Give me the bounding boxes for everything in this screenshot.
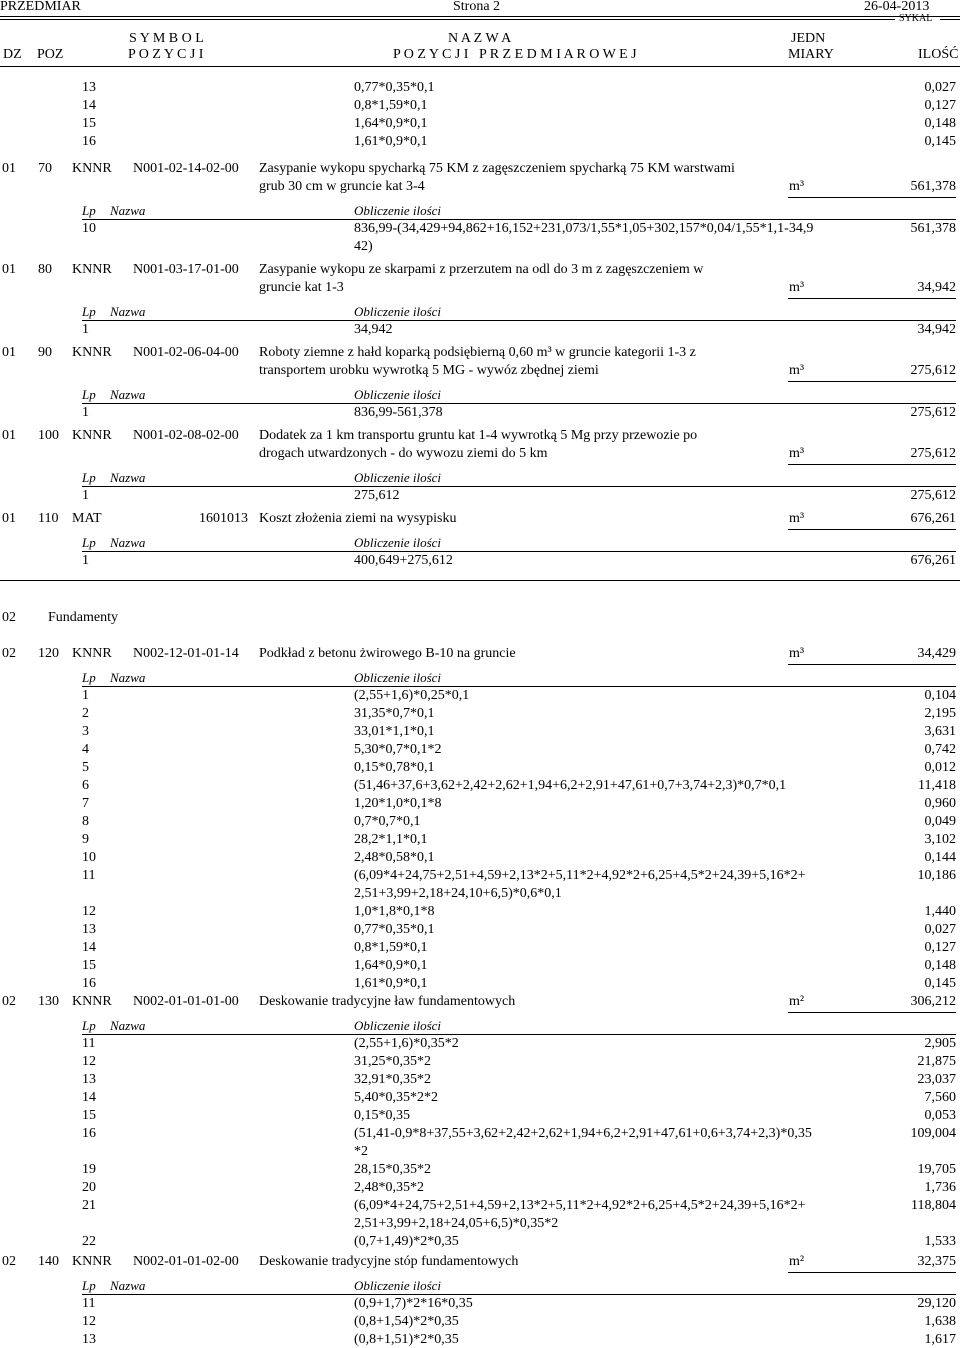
row-value: 0,742 (924, 742, 956, 757)
row-lp: 9 (82, 832, 89, 847)
position-qty-rule (788, 1012, 956, 1013)
sub-label-oblicz: Obliczenie ilości (354, 387, 442, 402)
row-lp: 4 (82, 742, 89, 757)
row-formula: (0,8+1,54)*2*0,35 (354, 1314, 459, 1329)
row-value: 21,875 (917, 1054, 956, 1069)
col-nazwa-line2: P O Z Y C J I P R Z E D M I A R O W E J (393, 47, 637, 62)
row-value: 275,612 (910, 488, 956, 503)
row-lp: 16 (82, 134, 96, 149)
position-quantity: 676,261 (910, 511, 956, 526)
sub-label-nazwa: Nazwa (110, 203, 146, 218)
row-lp: 6 (82, 778, 89, 793)
row-value: 676,261 (910, 553, 956, 568)
row-value: 0,145 (924, 134, 956, 149)
row-lp: 11 (82, 1296, 96, 1311)
row-lp: 13 (82, 1072, 96, 1087)
row-formula: 0,15*0,35 (354, 1108, 410, 1123)
position-unit: m³ (789, 511, 805, 526)
row-formula: (2,55+1,6)*0,35*2 (354, 1036, 459, 1051)
sub-label-lp: Lp (82, 1278, 96, 1293)
row-value: 34,942 (917, 322, 956, 337)
row-formula: 1,20*1,0*0,1*8 (354, 796, 442, 811)
row-formula: 5,30*0,7*0,1*2 (354, 742, 442, 757)
position-quantity: 34,429 (917, 646, 956, 661)
row-lp: 10 (82, 850, 96, 865)
row-lp: 19 (82, 1162, 96, 1177)
row-formula: (0,7+1,49)*2*0,35 (354, 1234, 459, 1249)
row-value: 561,378 (910, 221, 956, 236)
sub-label-oblicz: Obliczenie ilości (354, 670, 442, 685)
position-description: Roboty ziemne z hałd koparką podsiębierną 0,60 m³ w gruncie kategorii 1-3 z (259, 345, 696, 360)
sub-label-nazwa: Nazwa (110, 304, 146, 319)
position-source: KNNR (72, 262, 112, 277)
col-symbol-line1: S Y M B O L (129, 31, 204, 46)
row-value: 11,418 (918, 778, 956, 793)
position-description: Deskowanie tradycyjne ław fundamentowych (259, 994, 516, 1009)
row-lp: 7 (82, 796, 89, 811)
sub-label-rule (82, 320, 956, 321)
row-formula: (51,46+37,6+3,62+2,42+2,62+1,94+6,2+2,91+47,61+0,7+3,74+2,3)*0,7*0,1 (354, 778, 787, 793)
position-code: N001-02-14-02-00 (133, 161, 239, 176)
header-rule (0, 16, 960, 17)
row-lp: 15 (82, 1108, 96, 1123)
row-value: 0,145 (924, 976, 956, 991)
position-qty-rule (788, 298, 956, 299)
row-lp: 13 (82, 80, 96, 95)
row-lp: 15 (82, 958, 96, 973)
row-value: 118,804 (911, 1198, 956, 1213)
col-poz: POZ (37, 47, 64, 62)
col-jedn-line2: MIARY (788, 47, 834, 62)
row-value: 0,049 (924, 814, 956, 829)
position-dz: 01 (2, 161, 16, 176)
sub-label-nazwa: Nazwa (110, 1278, 146, 1293)
sub-label-lp: Lp (82, 470, 96, 485)
position-description: Zasypanie wykopu spycharką 75 KM z zagęszczeniem spycharką 75 KM warstwami (259, 161, 735, 176)
row-formula: 2,48*0,35*2 (354, 1180, 424, 1195)
row-lp: 14 (82, 98, 96, 113)
row-lp: 20 (82, 1180, 96, 1195)
sub-label-nazwa: Nazwa (110, 535, 146, 550)
row-value: 1,533 (924, 1234, 956, 1249)
row-formula: 31,25*0,35*2 (354, 1054, 431, 1069)
row-formula: 0,15*0,78*0,1 (354, 760, 435, 775)
sub-label-lp: Lp (82, 203, 96, 218)
position-poz: 140 (38, 1254, 59, 1269)
section-name: Fundamenty (48, 610, 118, 625)
position-quantity: 34,942 (917, 280, 956, 295)
row-value: 1,617 (924, 1332, 956, 1347)
row-formula: (0,9+1,7)*2*16*0,35 (354, 1296, 473, 1311)
row-formula: (6,09*4+24,75+2,51+4,59+2,13*2+5,11*2+4,92*2+6,25+4,5*2+24,39+5,16*2+ (354, 1198, 806, 1213)
row-value: 1,638 (924, 1314, 956, 1329)
row-value: 0,127 (924, 98, 956, 113)
row-value: 7,560 (924, 1090, 956, 1105)
row-formula: (51,41-0,9*8+37,55+3,62+2,42+2,62+1,94+6,2+2,91+47,61+0,6+3,74+2,3)*0,35 (354, 1126, 812, 1141)
sub-label-nazwa: Nazwa (110, 1018, 146, 1033)
row-formula: (0,8+1,51)*2*0,35 (354, 1332, 459, 1347)
row-formula: 1,0*1,8*0,1*8 (354, 904, 435, 919)
position-poz: 80 (38, 262, 52, 277)
row-value: 29,120 (917, 1296, 956, 1311)
row-formula: 32,91*0,35*2 (354, 1072, 431, 1087)
position-description: Koszt złożenia ziemi na wysypisku (259, 511, 457, 526)
position-quantity: 275,612 (910, 363, 956, 378)
row-value: 2,905 (924, 1036, 956, 1051)
row-formula: 5,40*0,35*2*2 (354, 1090, 438, 1105)
header-rule-tail (940, 19, 960, 20)
row-formula: 0,77*0,35*0,1 (354, 80, 435, 95)
row-value: 0,127 (924, 940, 956, 955)
row-formula: 1,64*0,9*0,1 (354, 116, 428, 131)
sub-label-lp: Lp (82, 535, 96, 550)
position-qty-rule (788, 664, 956, 665)
position-source: KNNR (72, 345, 112, 360)
row-formula: *2 (354, 1144, 368, 1159)
row-value: 2,195 (924, 706, 956, 721)
row-formula: 0,8*1,59*0,1 (354, 98, 428, 113)
position-code: N002-01-01-02-00 (133, 1254, 239, 1269)
sub-label-rule (82, 486, 956, 487)
position-qty-rule (788, 529, 956, 530)
position-code: N002-01-01-01-00 (133, 994, 239, 1009)
document-date: 26-04-2013 (864, 0, 930, 14)
row-value: 0,148 (924, 116, 956, 131)
row-lp: 8 (82, 814, 89, 829)
position-description: Zasypanie wykopu ze skarpami z przerzutem na odl do 3 m z zagęszczeniem w (259, 262, 704, 277)
position-description: Dodatek za 1 km transportu gruntu kat 1-4 wywrotką 5 Mg przy przewozie po (259, 428, 698, 443)
position-description: grub 30 cm w gruncie kat 3-4 (259, 179, 425, 194)
position-unit: m² (789, 994, 805, 1009)
sub-label-lp: Lp (82, 304, 96, 319)
row-formula: 1,64*0,9*0,1 (354, 958, 428, 973)
row-formula: 2,51+3,99+2,18+24,05+6,5)*0,35*2 (354, 1216, 559, 1231)
row-lp: 1 (82, 322, 89, 337)
position-poz: 120 (38, 646, 59, 661)
header-rule-double (0, 19, 895, 20)
row-lp: 13 (82, 1332, 96, 1347)
row-lp: 12 (82, 1314, 96, 1329)
row-formula: 0,8*1,59*0,1 (354, 940, 428, 955)
row-value: 0,960 (924, 796, 956, 811)
position-code: N002-12-01-01-14 (133, 646, 239, 661)
position-code: N001-02-06-04-00 (133, 345, 239, 360)
row-formula: 836,99-(34,429+94,862+16,152+231,073/1,55*1,05+302,157*0,04/1,55*1,1-34,9 (354, 221, 814, 236)
row-lp: 1 (82, 405, 89, 420)
row-lp: 2 (82, 706, 89, 721)
col-ilosc: ILOŚĆ (918, 47, 959, 62)
section-dz: 02 (2, 610, 16, 625)
row-formula: 275,612 (354, 488, 400, 503)
row-formula: 0,77*0,35*0,1 (354, 922, 435, 937)
section-divider (0, 580, 960, 581)
position-source: KNNR (72, 994, 112, 1009)
position-unit: m³ (789, 446, 805, 461)
position-code: 1601013 (199, 511, 248, 526)
row-value: 0,104 (924, 688, 956, 703)
position-unit: m² (789, 1254, 805, 1269)
position-poz: 130 (38, 994, 59, 1009)
row-lp: 14 (82, 1090, 96, 1105)
row-formula: 1,61*0,9*0,1 (354, 134, 428, 149)
sub-label-oblicz: Obliczenie ilości (354, 203, 442, 218)
position-qty-rule (788, 464, 956, 465)
sub-label-nazwa: Nazwa (110, 470, 146, 485)
position-poz: 70 (38, 161, 52, 176)
position-unit: m³ (789, 179, 805, 194)
row-lp: 11 (82, 868, 96, 883)
row-value: 109,004 (910, 1126, 956, 1141)
row-lp: 12 (82, 1054, 96, 1069)
row-formula: 836,99-561,378 (354, 405, 443, 420)
position-poz: 100 (38, 428, 59, 443)
sub-label-nazwa: Nazwa (110, 387, 146, 402)
row-value: 19,705 (917, 1162, 956, 1177)
row-lp: 16 (82, 976, 96, 991)
position-dz: 01 (2, 511, 16, 526)
sub-label-oblicz: Obliczenie ilości (354, 1278, 442, 1293)
position-description: gruncie kat 1-3 (259, 280, 344, 295)
row-lp: 12 (82, 904, 96, 919)
position-dz: 01 (2, 345, 16, 360)
position-description: transportem urobku wywrotką 5 MG - wywóz zbędnej ziemi (259, 363, 599, 378)
row-formula: 33,01*1,1*0,1 (354, 724, 435, 739)
row-value: 1,736 (924, 1180, 956, 1195)
sub-label-oblicz: Obliczenie ilości (354, 535, 442, 550)
row-value: 0,027 (924, 922, 956, 937)
position-qty-rule (788, 1272, 956, 1273)
col-jedn-line1: JEDN (791, 31, 826, 46)
row-formula: 2,51+3,99+2,18+24,10+6,5)*0,6*0,1 (354, 886, 562, 901)
col-nazwa-line1: N A Z W A (448, 31, 512, 46)
row-lp: 22 (82, 1234, 96, 1249)
position-code: N001-03-17-01-00 (133, 262, 239, 277)
row-value: 0,012 (924, 760, 956, 775)
row-value: 3,102 (924, 832, 956, 847)
columns-rule (0, 66, 960, 67)
document-title: PRZEDMIAR (0, 0, 81, 14)
position-quantity: 275,612 (910, 446, 956, 461)
col-dz: DZ (3, 47, 22, 62)
position-dz: 01 (2, 262, 16, 277)
row-formula: (6,09*4+24,75+2,51+4,59+2,13*2+5,11*2+4,92*2+6,25+4,5*2+24,39+5,16*2+ (354, 868, 806, 883)
row-value: 10,186 (917, 868, 956, 883)
position-description: Deskowanie tradycyjne stóp fundamentowych (259, 1254, 519, 1269)
row-formula: 0,7*0,7*0,1 (354, 814, 421, 829)
row-formula: 42) (354, 239, 373, 254)
row-lp: 1 (82, 688, 89, 703)
position-quantity: 32,375 (917, 1254, 956, 1269)
position-unit: m³ (789, 280, 805, 295)
position-qty-rule (788, 197, 956, 198)
row-lp: 21 (82, 1198, 96, 1213)
position-source: KNNR (72, 1254, 112, 1269)
row-formula: (2,55+1,6)*0,25*0,1 (354, 688, 470, 703)
row-lp: 3 (82, 724, 89, 739)
row-lp: 13 (82, 922, 96, 937)
position-qty-rule (788, 381, 956, 382)
sub-label-rule (82, 551, 956, 552)
position-dz: 02 (2, 1254, 16, 1269)
position-dz: 01 (2, 428, 16, 443)
row-value: 0,148 (924, 958, 956, 973)
col-symbol-line2: P O Z Y C J I (128, 47, 204, 62)
row-value: 0,027 (924, 80, 956, 95)
page-number: Strona 2 (453, 0, 501, 14)
position-source: MAT (72, 511, 102, 526)
sub-label-rule (82, 686, 956, 687)
position-poz: 90 (38, 345, 52, 360)
row-formula: 28,2*1,1*0,1 (354, 832, 428, 847)
row-value: 3,631 (924, 724, 956, 739)
sub-label-rule (82, 1034, 956, 1035)
row-value: 1,440 (924, 904, 956, 919)
row-formula: 28,15*0,35*2 (354, 1162, 431, 1177)
program-name: SYKAL (899, 13, 933, 24)
row-lp: 14 (82, 940, 96, 955)
row-formula: 31,35*0,7*0,1 (354, 706, 435, 721)
row-lp: 10 (82, 221, 96, 236)
position-dz: 02 (2, 646, 16, 661)
row-lp: 5 (82, 760, 89, 775)
sub-label-rule (82, 403, 956, 404)
sub-label-oblicz: Obliczenie ilości (354, 304, 442, 319)
position-description: drogach utwardzonych - do wywozu ziemi do 5 km (259, 446, 548, 461)
row-formula: 1,61*0,9*0,1 (354, 976, 428, 991)
position-source: KNNR (72, 428, 112, 443)
position-code: N001-02-08-02-00 (133, 428, 239, 443)
row-lp: 1 (82, 488, 89, 503)
row-formula: 34,942 (354, 322, 393, 337)
sub-label-lp: Lp (82, 1018, 96, 1033)
sub-label-oblicz: Obliczenie ilości (354, 470, 442, 485)
row-value: 275,612 (910, 405, 956, 420)
sub-label-lp: Lp (82, 670, 96, 685)
position-description: Podkład z betonu żwirowego B-10 na gruncie (259, 646, 516, 661)
position-unit: m³ (789, 646, 805, 661)
row-value: 23,037 (917, 1072, 956, 1087)
row-lp: 16 (82, 1126, 96, 1141)
sub-label-nazwa: Nazwa (110, 670, 146, 685)
position-source: KNNR (72, 646, 112, 661)
row-value: 0,144 (924, 850, 956, 865)
position-poz: 110 (38, 511, 59, 526)
sub-label-rule (82, 219, 956, 220)
row-formula: 400,649+275,612 (354, 553, 453, 568)
row-formula: 2,48*0,58*0,1 (354, 850, 435, 865)
sub-label-rule (82, 1294, 956, 1295)
row-lp: 1 (82, 553, 89, 568)
row-lp: 15 (82, 116, 96, 131)
position-unit: m³ (789, 363, 805, 378)
position-quantity: 561,378 (910, 179, 956, 194)
sub-label-oblicz: Obliczenie ilości (354, 1018, 442, 1033)
sub-label-lp: Lp (82, 387, 96, 402)
row-lp: 11 (82, 1036, 96, 1051)
row-value: 0,053 (924, 1108, 956, 1123)
position-quantity: 306,212 (910, 994, 956, 1009)
position-dz: 02 (2, 994, 16, 1009)
position-source: KNNR (72, 161, 112, 176)
